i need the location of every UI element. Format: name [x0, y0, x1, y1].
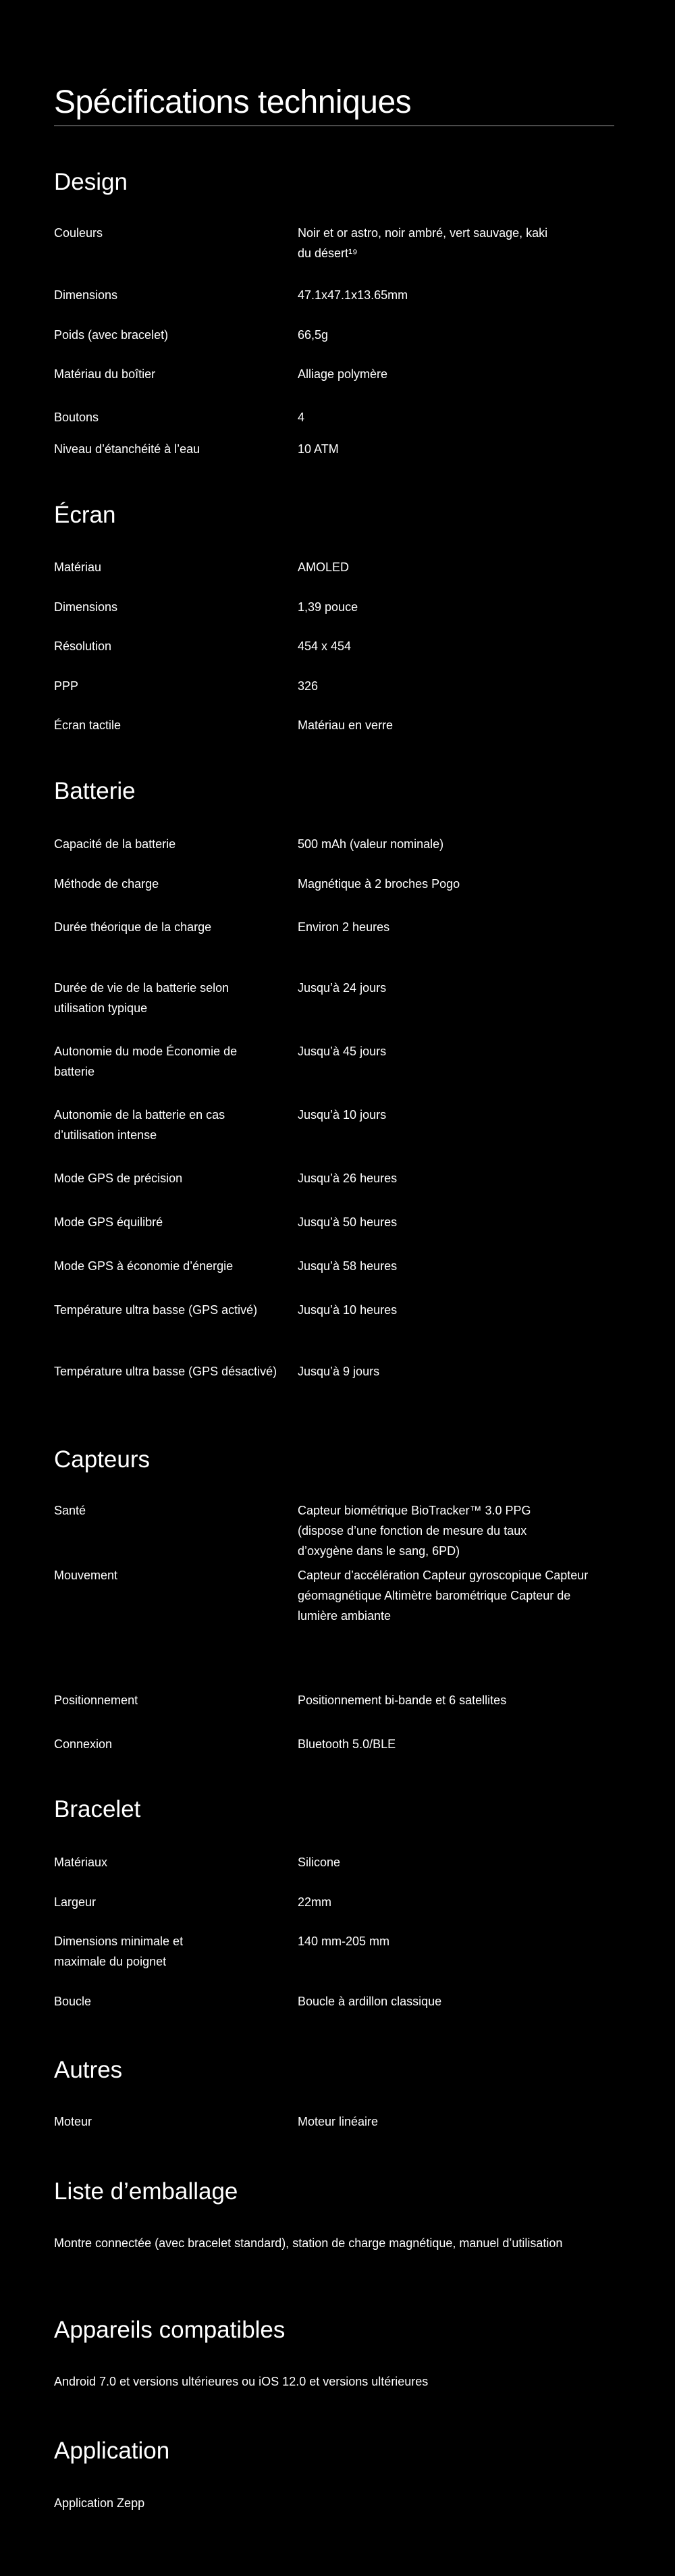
section-title-autres: Autres [54, 2057, 123, 2083]
spec-value-largeur: 22mm [298, 1895, 332, 1909]
spec-value-etancheite: 10 ATM [298, 442, 339, 456]
spec-label-positionnement: Positionnement [54, 1693, 138, 1707]
section-title-capteurs: Capteurs [54, 1446, 151, 1473]
application-text: Application Zepp [54, 2496, 145, 2510]
page-title: Spécifications techniques [54, 84, 412, 121]
spec-value-methode-charge: Magnétique à 2 broches Pogo [298, 877, 460, 891]
spec-label-ppp: PPP [54, 679, 79, 693]
section-title-application: Application [54, 2438, 170, 2464]
spec-label-largeur: Largeur [54, 1895, 97, 1909]
spec-value-autonomie-typique: Jusqu’à 24 jours [298, 981, 387, 995]
spec-value-gps-equilibre: Jusqu’à 50 heures [298, 1215, 398, 1229]
spec-value-duree-charge: Environ 2 heures [298, 920, 390, 934]
spec-label-autonomie-typique: Durée de vie de la batterie selon utilisation typique [54, 981, 230, 1015]
spec-value-positionnement: Positionnement bi-bande et 6 satellites [298, 1693, 507, 1707]
spec-value-dimensions: 47.1x47.1x13.65mm [298, 288, 408, 302]
spec-value-sante: Capteur biométrique BioTracker™ 3.0 PPG (dispose d’une fonction de mesure du taux d’oxygène dans le sang, 6PD) [298, 1504, 531, 1558]
spec-label-dimensions: Dimensions [54, 288, 118, 302]
spec-value-temp-gps-active: Jusqu’à 10 heures [298, 1303, 398, 1317]
spec-value-autonomie-intense: Jusqu’à 10 jours [298, 1108, 387, 1122]
spec-value-temp-gps-desactive: Jusqu’à 9 jours [298, 1365, 380, 1378]
spec-label-boucle: Boucle [54, 1995, 92, 2008]
section-title-emballage: Liste d’emballage [54, 2178, 238, 2205]
spec-value-couleurs: Noir et or astro, noir ambré, vert sauvage, kaki du désert¹⁹ [298, 226, 548, 260]
spec-value-ecran-tactile: Matériau en verre [298, 718, 394, 732]
spec-label-dimensions-poignet: Dimensions minimale et maximale du poignet [54, 1935, 184, 1968]
spec-label-moteur: Moteur [54, 2115, 92, 2128]
spec-label-ecran-tactile: Écran tactile [54, 718, 122, 732]
spec-value-autonomie-economie: Jusqu’à 45 jours [298, 1045, 387, 1058]
section-title-ecran: Écran [54, 502, 116, 528]
spec-label-materiau-boitier: Matériau du boîtier [54, 367, 156, 381]
spec-label-autonomie-economie: Autonomie du mode Économie de batterie [54, 1045, 238, 1078]
section-title-bracelet: Bracelet [54, 1796, 141, 1822]
spec-value-mouvement: Capteur d’accélération Capteur gyroscopique Capteur géomagnétique Altimètre barométrique Capteur de lumière ambiante [298, 1569, 589, 1623]
spec-value-materiau: AMOLED [298, 560, 350, 574]
spec-label-autonomie-intense: Autonomie de la batterie en cas d’utilisation intense [54, 1108, 225, 1142]
spec-value-dimensions-poignet: 140 mm-205 mm [298, 1935, 390, 1948]
section-title-batterie: Batterie [54, 778, 136, 804]
spec-label-mouvement: Mouvement [54, 1569, 118, 1582]
spec-label-dimensions-ecran: Dimensions [54, 600, 118, 614]
spec-value-materiaux: Silicone [298, 1856, 341, 1869]
spec-label-gps-precision: Mode GPS de précision [54, 1172, 183, 1185]
compatible-devices-text: Android 7.0 et versions ultérieures ou iOS 12.0 et versions ultérieures [54, 2375, 429, 2388]
spec-value-dimensions-ecran: 1,39 pouce [298, 600, 358, 614]
spec-label-temp-gps-active: Température ultra basse (GPS activé) [54, 1303, 258, 1317]
spec-value-gps-precision: Jusqu’à 26 heures [298, 1172, 398, 1185]
packing-list-text: Montre connectée (avec bracelet standard), station de charge magnétique, manuel d’utilisation [54, 2236, 563, 2250]
section-title-design: Design [54, 169, 128, 195]
spec-label-sante: Santé [54, 1504, 86, 1517]
spec-label-temp-gps-desactive: Température ultra basse (GPS désactivé) [54, 1365, 277, 1378]
spec-value-boutons: 4 [298, 411, 305, 424]
spec-value-moteur: Moteur linéaire [298, 2115, 379, 2128]
spec-label-gps-equilibre: Mode GPS équilibré [54, 1215, 163, 1229]
spec-value-gps-economie: Jusqu’à 58 heures [298, 1259, 398, 1273]
spec-value-poids: 66,5g [298, 328, 329, 342]
spec-label-etancheite: Niveau d’étanchéité à l’eau [54, 442, 200, 456]
spec-value-boucle: Boucle à ardillon classique [298, 1995, 442, 2008]
spec-label-methode-charge: Méthode de charge [54, 877, 159, 891]
spec-label-duree-charge: Durée théorique de la charge [54, 920, 212, 934]
spec-label-connexion: Connexion [54, 1737, 113, 1751]
spec-label-poids: Poids (avec bracelet) [54, 328, 169, 342]
spec-label-capacite: Capacité de la batterie [54, 837, 176, 851]
spec-label-materiaux: Matériaux [54, 1856, 108, 1869]
spec-label-boutons: Boutons [54, 411, 99, 424]
spec-value-materiau-boitier: Alliage polymère [298, 367, 388, 381]
spec-value-ppp: 326 [298, 679, 319, 693]
spec-label-gps-economie: Mode GPS à économie d’énergie [54, 1259, 234, 1273]
spec-label-resolution: Résolution [54, 639, 112, 653]
spec-value-capacite: 500 mAh (valeur nominale) [298, 837, 444, 851]
spec-label-couleurs: Couleurs [54, 226, 103, 240]
spec-label-materiau: Matériau [54, 560, 102, 574]
title-divider [54, 125, 614, 126]
spec-value-connexion: Bluetooth 5.0/BLE [298, 1737, 396, 1751]
spec-value-resolution: 454 x 454 [298, 639, 352, 653]
section-title-compatibles: Appareils compatibles [54, 2317, 286, 2343]
